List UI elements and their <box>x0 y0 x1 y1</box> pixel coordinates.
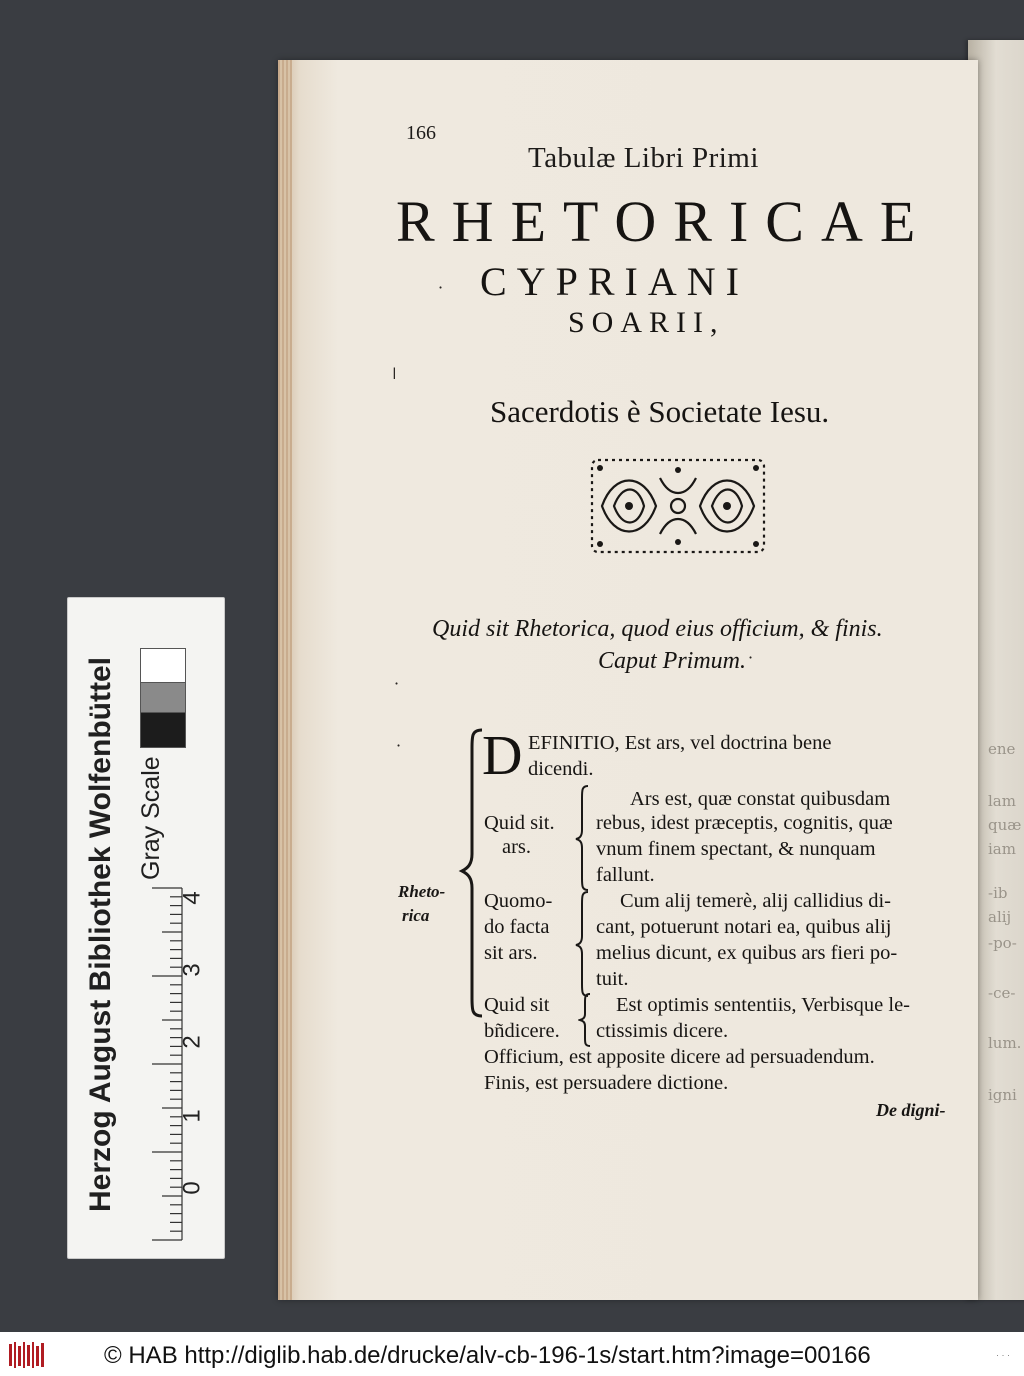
title-line-2: RHETORICAE <box>396 189 933 254</box>
section-label: ars. <box>502 836 532 858</box>
institution-label: Herzog August Bibliothek Wolfenbüttel <box>84 657 117 1212</box>
title-line-1: Tabulæ Libri Primi <box>528 142 759 174</box>
drop-capital: D <box>482 725 523 787</box>
page-edge-texture <box>278 60 292 1300</box>
printers-ornament-icon <box>590 458 766 554</box>
section-text-line: melius dicunt, ex quibus ars fieri po- <box>596 942 898 964</box>
title-line-4: SOARII, <box>568 306 725 339</box>
officium-line: Officium, est apposite dicere ad persuadendum. <box>484 1046 875 1068</box>
section-text-line: Cum alij temerè, alij callidius di- <box>620 890 891 912</box>
section-text-line: tuit. <box>596 968 629 990</box>
ruler-number: 0 <box>178 1181 206 1195</box>
chapter-subheading: Caput Primum. <box>598 648 747 674</box>
ruler-number: 3 <box>178 963 206 977</box>
adjacent-page-edge: ene lam quæ iam -ib alij -po- -ce- lum. igni <box>968 40 1024 1300</box>
swatch-gray <box>140 682 186 714</box>
ink-fleck: ǀ <box>392 364 397 383</box>
definition-line-1: EFINITIO, Est ars, vel doctrina bene <box>528 732 832 754</box>
footer-marker: · · · <box>996 1350 1010 1360</box>
section-text-line: cant, potuerunt notari ea, quibus alij <box>596 916 892 938</box>
title-line-5: Sacerdotis è Societate Iesu. <box>490 394 830 429</box>
section-label: bñdicere. <box>484 1020 560 1042</box>
chapter-heading: Quid sit Rhetorica, quod eius officium, & finis. <box>432 616 883 642</box>
section-brace <box>578 992 594 1048</box>
page-number: 166 <box>406 122 436 144</box>
book-page <box>278 60 978 1300</box>
section-label: do facta <box>484 916 550 938</box>
section-text-line: Ars est, quæ constat quibusdam <box>630 788 891 810</box>
ink-fleck: · <box>438 278 444 297</box>
finis-line: Finis, est persuadere dictione. <box>484 1072 729 1094</box>
margin-label-rheto: Rheto- <box>398 882 446 901</box>
section-text-line: vnum finem spectant, & nunquam <box>596 838 876 860</box>
title-line-3: CYPRIANI <box>480 259 749 304</box>
ruler-number: 1 <box>178 1109 206 1123</box>
section-text-line: ctissimis dicere. <box>596 1020 729 1042</box>
definition-line-2: dicendi. <box>528 758 594 780</box>
ruler-number: 2 <box>178 1035 206 1049</box>
margin-label-rica: rica <box>402 906 430 925</box>
ruler-number: 4 <box>178 891 206 905</box>
section-brace <box>574 784 592 892</box>
centimeter-ruler <box>134 880 214 1252</box>
ruler-ticks <box>134 880 184 1252</box>
section-brace <box>574 890 592 998</box>
section-text-line: rebus, idest præceptis, cognitis, quæ <box>596 812 893 834</box>
section-label: Quid sit <box>484 994 550 1016</box>
ink-fleck: · <box>748 648 754 667</box>
section-text-line: Est optimis sententiis, Verbisque le- <box>616 994 910 1016</box>
section-label: Quomo- <box>484 890 553 912</box>
swatch-white <box>140 648 186 684</box>
gray-scale-label: Gray Scale <box>137 756 165 880</box>
hab-logo-icon <box>8 1340 46 1370</box>
copyright-url[interactable]: © HAB http://diglib.hab.de/drucke/alv-cb-196-1s/start.htm?image=00166 <box>104 1342 871 1369</box>
ink-fleck: · <box>396 736 402 755</box>
catchword: De digni- <box>876 1100 946 1120</box>
section-label: sit ars. <box>484 942 538 964</box>
swatch-black <box>140 712 186 748</box>
ink-fleck: · <box>394 674 400 693</box>
section-text-line: fallunt. <box>596 864 655 886</box>
section-label: Quid sit. <box>484 812 555 834</box>
